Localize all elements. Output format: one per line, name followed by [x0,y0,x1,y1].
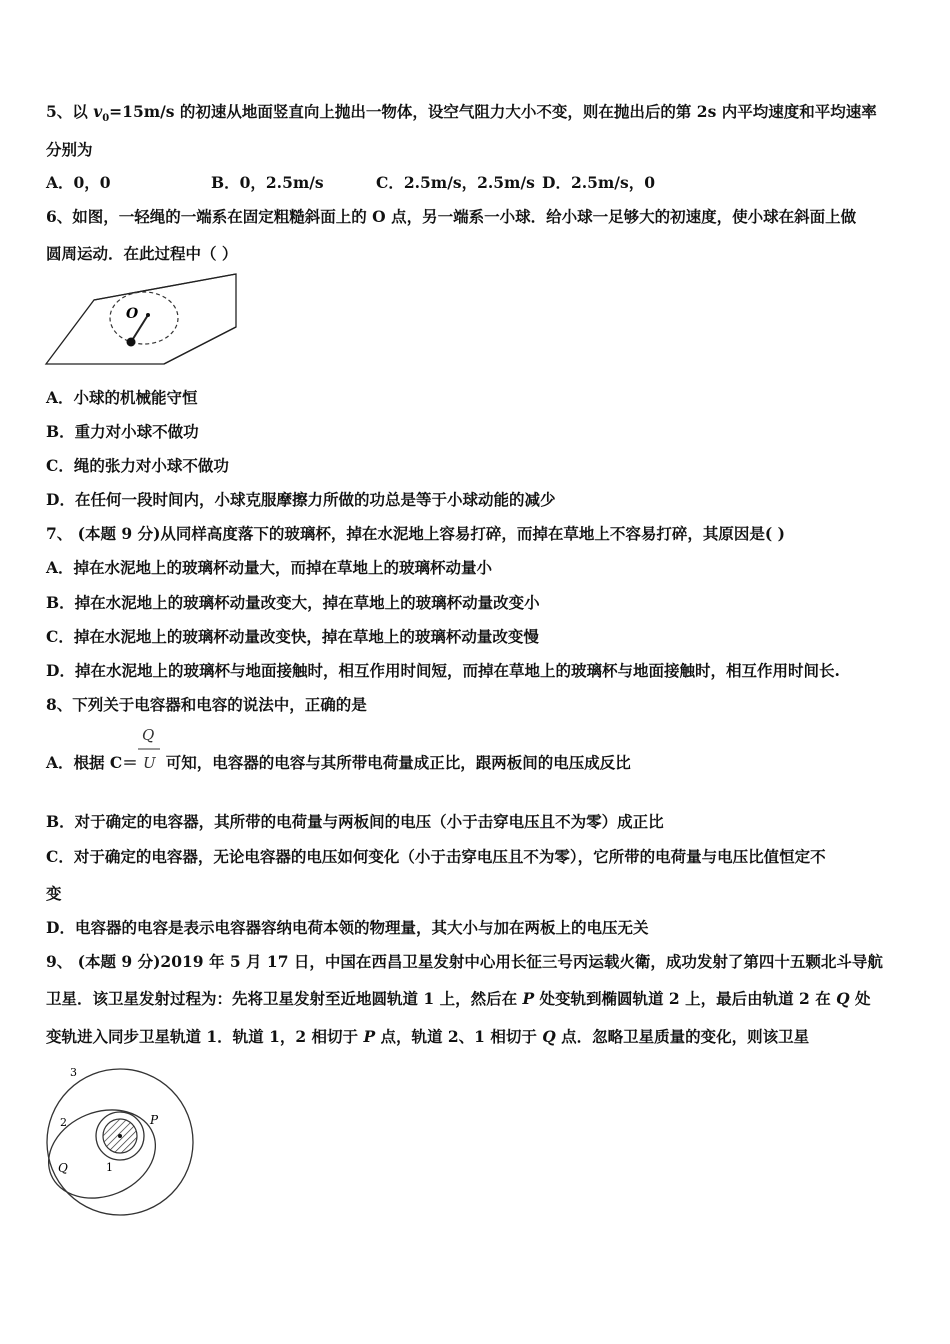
q8-option-d[interactable]: D．电容器的电容是表示电容器容纳电荷本领的物理量，其大小与加在两板上的电压无关 [46,918,649,937]
orbit-2-label: 2 [60,1116,67,1129]
q5-option-d[interactable]: D．2.5m/s，0 [542,173,655,192]
fraction-bar [138,748,162,750]
q5-option-c[interactable]: C．2.5m/s，2.5m/s [376,173,535,192]
q9-stem-line2: 卫星．该卫星发射过程为：先将卫星发射至近地圆轨道 1 上，然后在 P 处变轨到椭圆轨道 2 上，最后由轨道 2 在 Q 处 [46,989,871,1008]
fraction-denominator: U [143,754,156,772]
q8-option-c-line2[interactable]: 变 [46,884,62,903]
q8-option-c-line1[interactable]: C．对于确定的电容器，无论电容器的电压如何变化（小于击穿电压且不为零），它所带的电荷量与电压比值恒定不 [46,847,826,866]
incline-figure [46,272,238,368]
q7-stem: 7、 (本题 9 分)从同样高度落下的玻璃杯，掉在水泥地上容易打碎，而掉在草地上不容易打碎，其原因是( ) [46,524,785,543]
q8-stem: 8、下列关于电容器和电容的说法中，正确的是 [46,695,367,714]
q7-option-c[interactable]: C．掉在水泥地上的玻璃杯动量改变快，掉在草地上的玻璃杯动量改变慢 [46,627,539,646]
q6-option-a[interactable]: A．小球的机械能守恒 [46,388,198,407]
q7-option-d[interactable]: D．掉在水泥地上的玻璃杯与地面接触时，相互作用时间短，而掉在草地上的玻璃杯与地面接触时，相互作用时间长. [46,661,840,680]
q5-option-a[interactable]: A．0，0 [46,173,111,192]
q8-option-a[interactable]: A．根据 C＝ 可知，电容器的电容与其所带电荷量成正比，跟两板间的电压成反比 [46,753,631,772]
q5-option-b[interactable]: B．0，2.5m/s [211,173,324,192]
orbit-2-ellipse [35,1094,168,1213]
q7-option-b[interactable]: B．掉在水泥地上的玻璃杯动量改变大，掉在草地上的玻璃杯动量改变小 [46,593,540,612]
point-q-label: Q [58,1161,68,1175]
q6-option-c[interactable]: C．绳的张力对小球不做功 [46,456,229,475]
q6-option-b[interactable]: B．重力对小球不做功 [46,422,199,441]
q5-stem-line2: 分别为 [46,140,93,159]
v0-symbol: v [93,102,103,121]
q5-stem-line1: 5、以 $v_0=15m/s$ 的初速从地面竖直向上抛出一物体，设空气阻力大小不变，则在抛出后的第 2s 内平均速度和平均速率 [46,102,877,125]
q9-stem-line3: 变轨进入同步卫星轨道 1．轨道 1，2 相切于 P 点，轨道 2、1 相切于 Q 点．忽略卫星质量的变化，则该卫星 [46,1027,810,1046]
point-o-label: O [126,306,139,322]
fraction-numerator: Q [142,726,155,744]
orbit-1-label: 1 [106,1161,113,1174]
q6-stem-line1: 6、如图，一轻绳的一端系在固定粗糙斜面上的 O 点，另一端系一小球．给小球一足够大的初速度，使小球在斜面上做 [46,207,857,226]
q7-option-a[interactable]: A．掉在水泥地上的玻璃杯动量大，而掉在草地上的玻璃杯动量小 [46,558,493,577]
q6-option-d[interactable]: D．在任何一段时间内，小球克服摩擦力所做的功总是等于小球动能的减少 [46,490,556,509]
q9-stem-line1: 9、 (本题 9 分)2019 年 5 月 17 日，中国在西昌卫星发射中心用长征三号丙运载火衛，成功发射了第四十五颗北斗导航 [46,952,883,971]
point-p-label: P [150,1113,159,1127]
orbit-figure [40,1064,200,1216]
q6-stem-line2: 圆周运动．在此过程中（ ） [46,244,238,263]
orbit-3-label: 3 [70,1066,77,1079]
q8-option-b[interactable]: B．对于确定的电容器，其所带的电荷量与两板间的电压（小于击穿电压且不为零）成正比 [46,812,664,831]
